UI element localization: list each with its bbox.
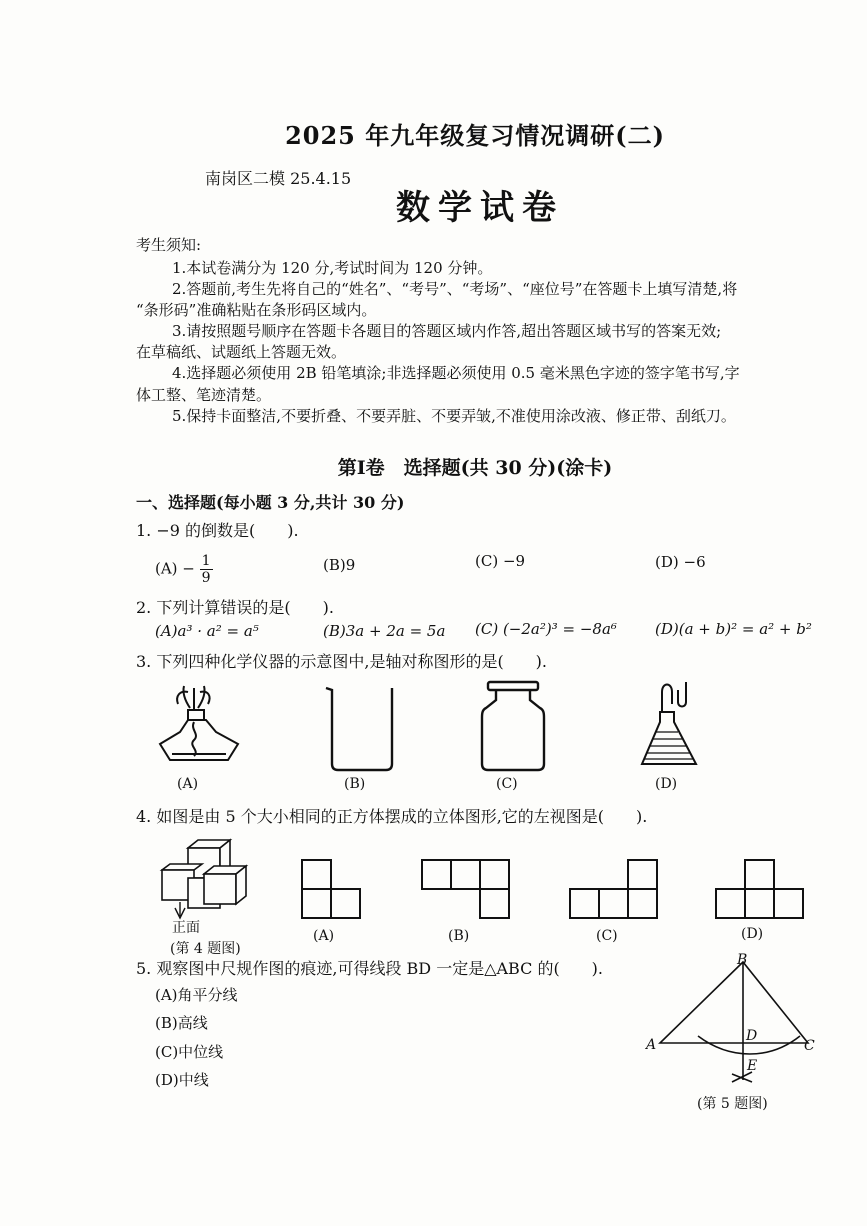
reagent-bottle-figure <box>478 680 548 772</box>
q4-label-d: (D) <box>741 926 764 942</box>
notice-item-4-line1: 4.选择题必须使用 2B 铅笔填涂;非选择题必须使用 0.5 毫米黑色字迹的签字笔书写,字 <box>172 364 740 382</box>
q1-option-b: (B)9 <box>323 556 356 574</box>
point-b-label: B <box>737 952 748 968</box>
q4-figure-caption: (第 4 题图) <box>170 941 241 957</box>
q5-figure-caption: (第 5 题图) <box>697 1096 768 1112</box>
q3-label-c: (C) <box>496 776 518 792</box>
q3-label-d: (D) <box>655 776 678 792</box>
q4-option-c-view <box>568 858 660 922</box>
q4-label-b: (B) <box>448 928 470 944</box>
q1-a-fraction <box>200 553 213 586</box>
cube-stack-figure <box>158 834 273 924</box>
q1-option-d: (D) −6 <box>655 553 706 571</box>
q5-option-d: (D)中线 <box>155 1071 209 1089</box>
notice-item-2-line1: 2.答题前,考生先将自己的“姓名”、“考号”、“考场”、“座位号”在答题卡上填写清楚,将 <box>172 280 738 298</box>
q4-label-c: (C) <box>596 928 618 944</box>
q2-option-c: (C) (−2a²)³ = −8a⁶ <box>475 620 617 638</box>
point-e-label: E <box>747 1058 758 1074</box>
q4-option-a-view <box>300 858 364 922</box>
section-title: 第Ⅰ卷 选择题(共 30 分)(涂卡) <box>337 457 613 479</box>
triangle-construction-figure <box>640 950 830 1090</box>
q2-option-b: (B)3a + 2a = 5a <box>323 622 446 640</box>
q2-option-a: (A)a³ · a² = a⁵ <box>155 622 259 640</box>
q3-stem: 3. 下列四种化学仪器的示意图中,是轴对称图形的是( ). <box>136 652 548 671</box>
notice-item-4-line2: 体工整、笔迹清楚。 <box>136 386 272 404</box>
q4-option-b-view <box>420 858 512 922</box>
q4-label-a: (A) <box>313 928 335 944</box>
q4-option-d-view <box>714 858 806 922</box>
q4-front-label: 正面 <box>172 920 200 936</box>
q5-stem: 5. 观察图中尺规作图的痕迹,可得线段 BD 一定是△ABC 的( ). <box>136 959 604 978</box>
q3-label-a: (A) <box>177 776 199 792</box>
notice-heading: 考生须知: <box>136 236 202 254</box>
q1-option-c: (C) −9 <box>475 552 526 570</box>
exam-info: 南岗区二模 25.4.15 <box>205 169 352 188</box>
part-heading: 一、选择题(每小题 3 分,共计 30 分) <box>136 493 405 512</box>
q3-label-b: (B) <box>344 776 366 792</box>
q2-option-d: (D)(a + b)² = a² + b² <box>655 620 812 638</box>
q5-option-b: (B)高线 <box>155 1014 208 1032</box>
flask-figure <box>640 676 710 772</box>
q1-a-denominator: 9 <box>201 570 211 586</box>
notice-item-5: 5.保持卡面整洁,不要折叠、不要弄脏、不要弄皱,不准使用涂改液、修正带、刮纸刀。 <box>172 407 736 425</box>
q4-stem: 4. 如图是由 5 个大小相同的正方体摆成的立体图形,它的左视图是( ). <box>136 807 648 826</box>
q1-option-a <box>155 553 213 586</box>
q5-option-a: (A)角平分线 <box>155 986 238 1004</box>
alcohol-lamp-figure <box>150 682 250 772</box>
q1-a-prefix: (A) − <box>155 559 195 578</box>
subject-title: 数学试卷 <box>396 188 564 228</box>
q5-option-c: (C)中位线 <box>155 1043 224 1061</box>
point-d-label: D <box>746 1028 758 1044</box>
point-a-label: A <box>646 1037 657 1053</box>
q2-stem: 2. 下列计算错误的是( ). <box>136 598 334 617</box>
q1-a-numerator: 1 <box>201 553 211 569</box>
q1-stem: 1. −9 的倒数是( ). <box>136 521 299 540</box>
notice-item-3-line1: 3.请按照题号顺序在答题卡各题目的答题区域内作答,超出答题区域书写的答案无效; <box>172 322 722 340</box>
point-c-label: C <box>804 1038 815 1054</box>
exam-title: 2025 年九年级复习情况调研(二) <box>285 121 665 150</box>
notice-item-2-line2: “条形码”准确粘贴在条形码区域内。 <box>136 301 377 319</box>
notice-item-3-line2: 在草稿纸、试题纸上答题无效。 <box>136 343 347 361</box>
beaker-figure <box>322 684 402 772</box>
notice-item-1: 1.本试卷满分为 120 分,考试时间为 120 分钟。 <box>172 259 493 277</box>
